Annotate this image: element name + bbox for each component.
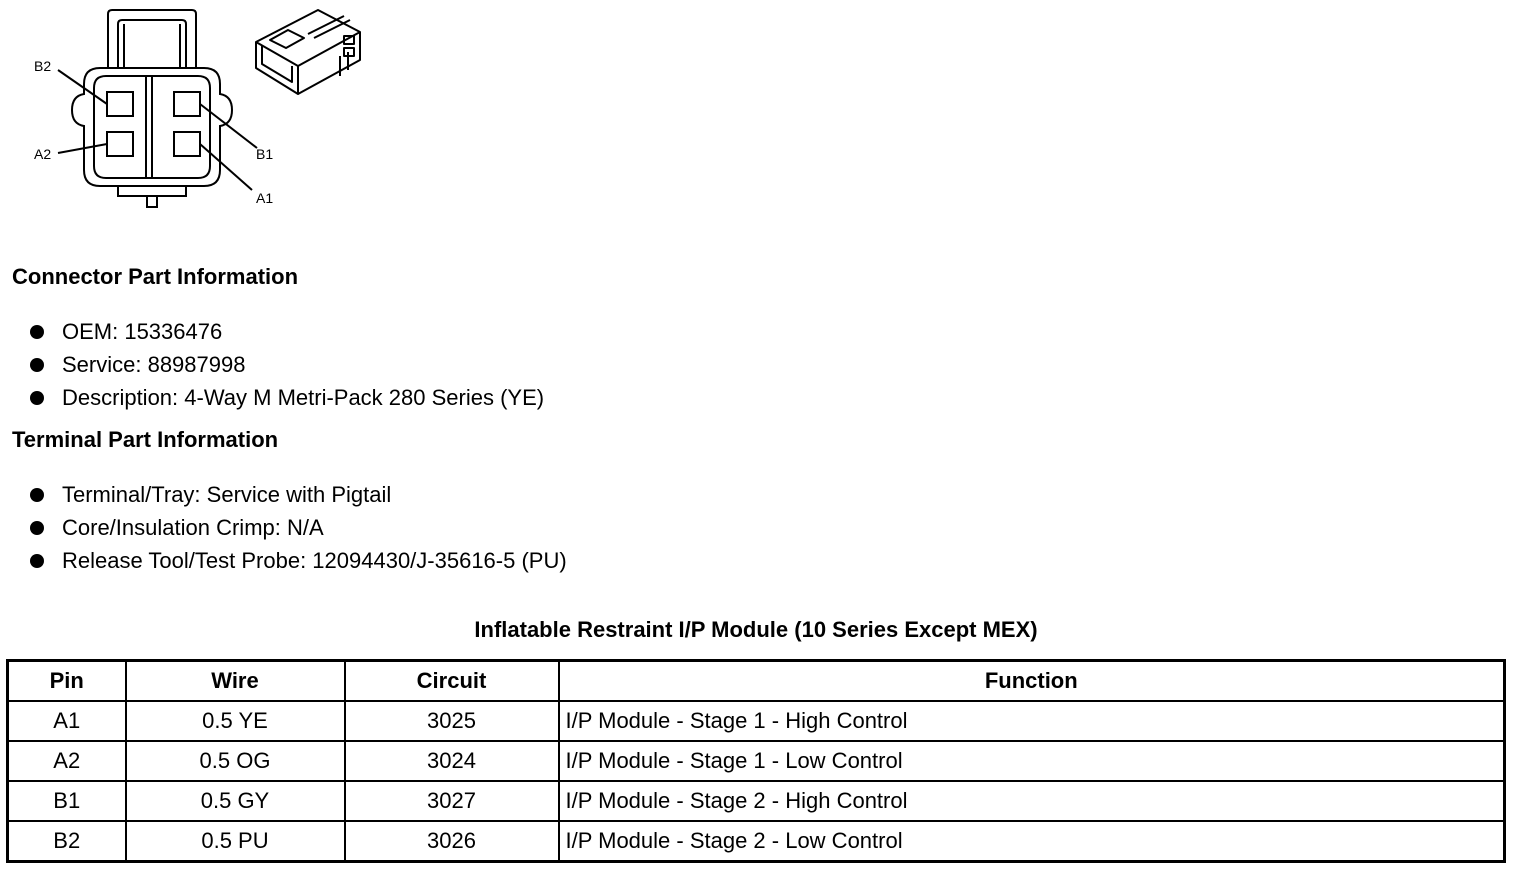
table-row — [8, 821, 1505, 862]
pin-label-b2: B2 — [34, 58, 52, 74]
list-item: Description: 4-Way M Metri-Pack 280 Series (YE) — [28, 381, 544, 414]
cell-wire: 0.5 PU — [126, 821, 345, 862]
connector-part-info-list — [28, 315, 544, 414]
connector-part-info-heading: Connector Part Information — [12, 264, 299, 289]
list-item: Service: 88987998 — [28, 348, 544, 381]
table-title: Inflatable Restraint I/P Module (10 Series Except MEX) — [474, 617, 1038, 642]
bullet-icon — [30, 554, 44, 568]
cell-circuit: 3024 — [345, 741, 559, 781]
pin-label-b1: B1 — [256, 146, 274, 162]
table-row — [8, 781, 1505, 821]
cell-pin: A1 — [8, 701, 126, 741]
cell-function: I/P Module - Stage 1 - Low Control — [559, 741, 1505, 781]
table-header-row — [8, 661, 1505, 702]
cell-pin: A2 — [8, 741, 126, 781]
connector-isometric-view — [248, 6, 368, 102]
cell-function: I/P Module - Stage 2 - Low Control — [559, 821, 1505, 862]
cell-circuit: 3025 — [345, 701, 559, 741]
terminal-part-info-list — [28, 478, 567, 577]
pinout-table — [6, 659, 1506, 863]
cell-pin: B2 — [8, 821, 126, 862]
table-row — [8, 701, 1505, 741]
cell-wire: 0.5 YE — [126, 701, 345, 741]
pin-label-a1: A1 — [256, 190, 274, 206]
bullet-icon — [30, 391, 44, 405]
cell-wire: 0.5 GY — [126, 781, 345, 821]
bullet-icon — [30, 488, 44, 502]
cell-circuit: 3026 — [345, 821, 559, 862]
terminal-part-info-heading: Terminal Part Information — [12, 427, 279, 452]
header-circuit: Circuit — [345, 661, 559, 702]
list-item: Release Tool/Test Probe: 12094430/J-35616-5 (PU) — [28, 544, 567, 577]
list-item: Terminal/Tray: Service with Pigtail — [28, 478, 567, 511]
cell-circuit: 3027 — [345, 781, 559, 821]
bullet-icon — [30, 521, 44, 535]
list-item: OEM: 15336476 — [28, 315, 544, 348]
cell-function: I/P Module - Stage 2 - High Control — [559, 781, 1505, 821]
header-wire: Wire — [126, 661, 345, 702]
header-pin: Pin — [8, 661, 126, 702]
bullet-icon — [30, 325, 44, 339]
cell-function: I/P Module - Stage 1 - High Control — [559, 701, 1505, 741]
bullet-icon — [30, 358, 44, 372]
cell-pin: B1 — [8, 781, 126, 821]
pin-label-a2: A2 — [34, 146, 52, 162]
header-function: Function — [559, 661, 1505, 702]
cell-wire: 0.5 OG — [126, 741, 345, 781]
list-item: Core/Insulation Crimp: N/A — [28, 511, 567, 544]
table-row — [8, 741, 1505, 781]
